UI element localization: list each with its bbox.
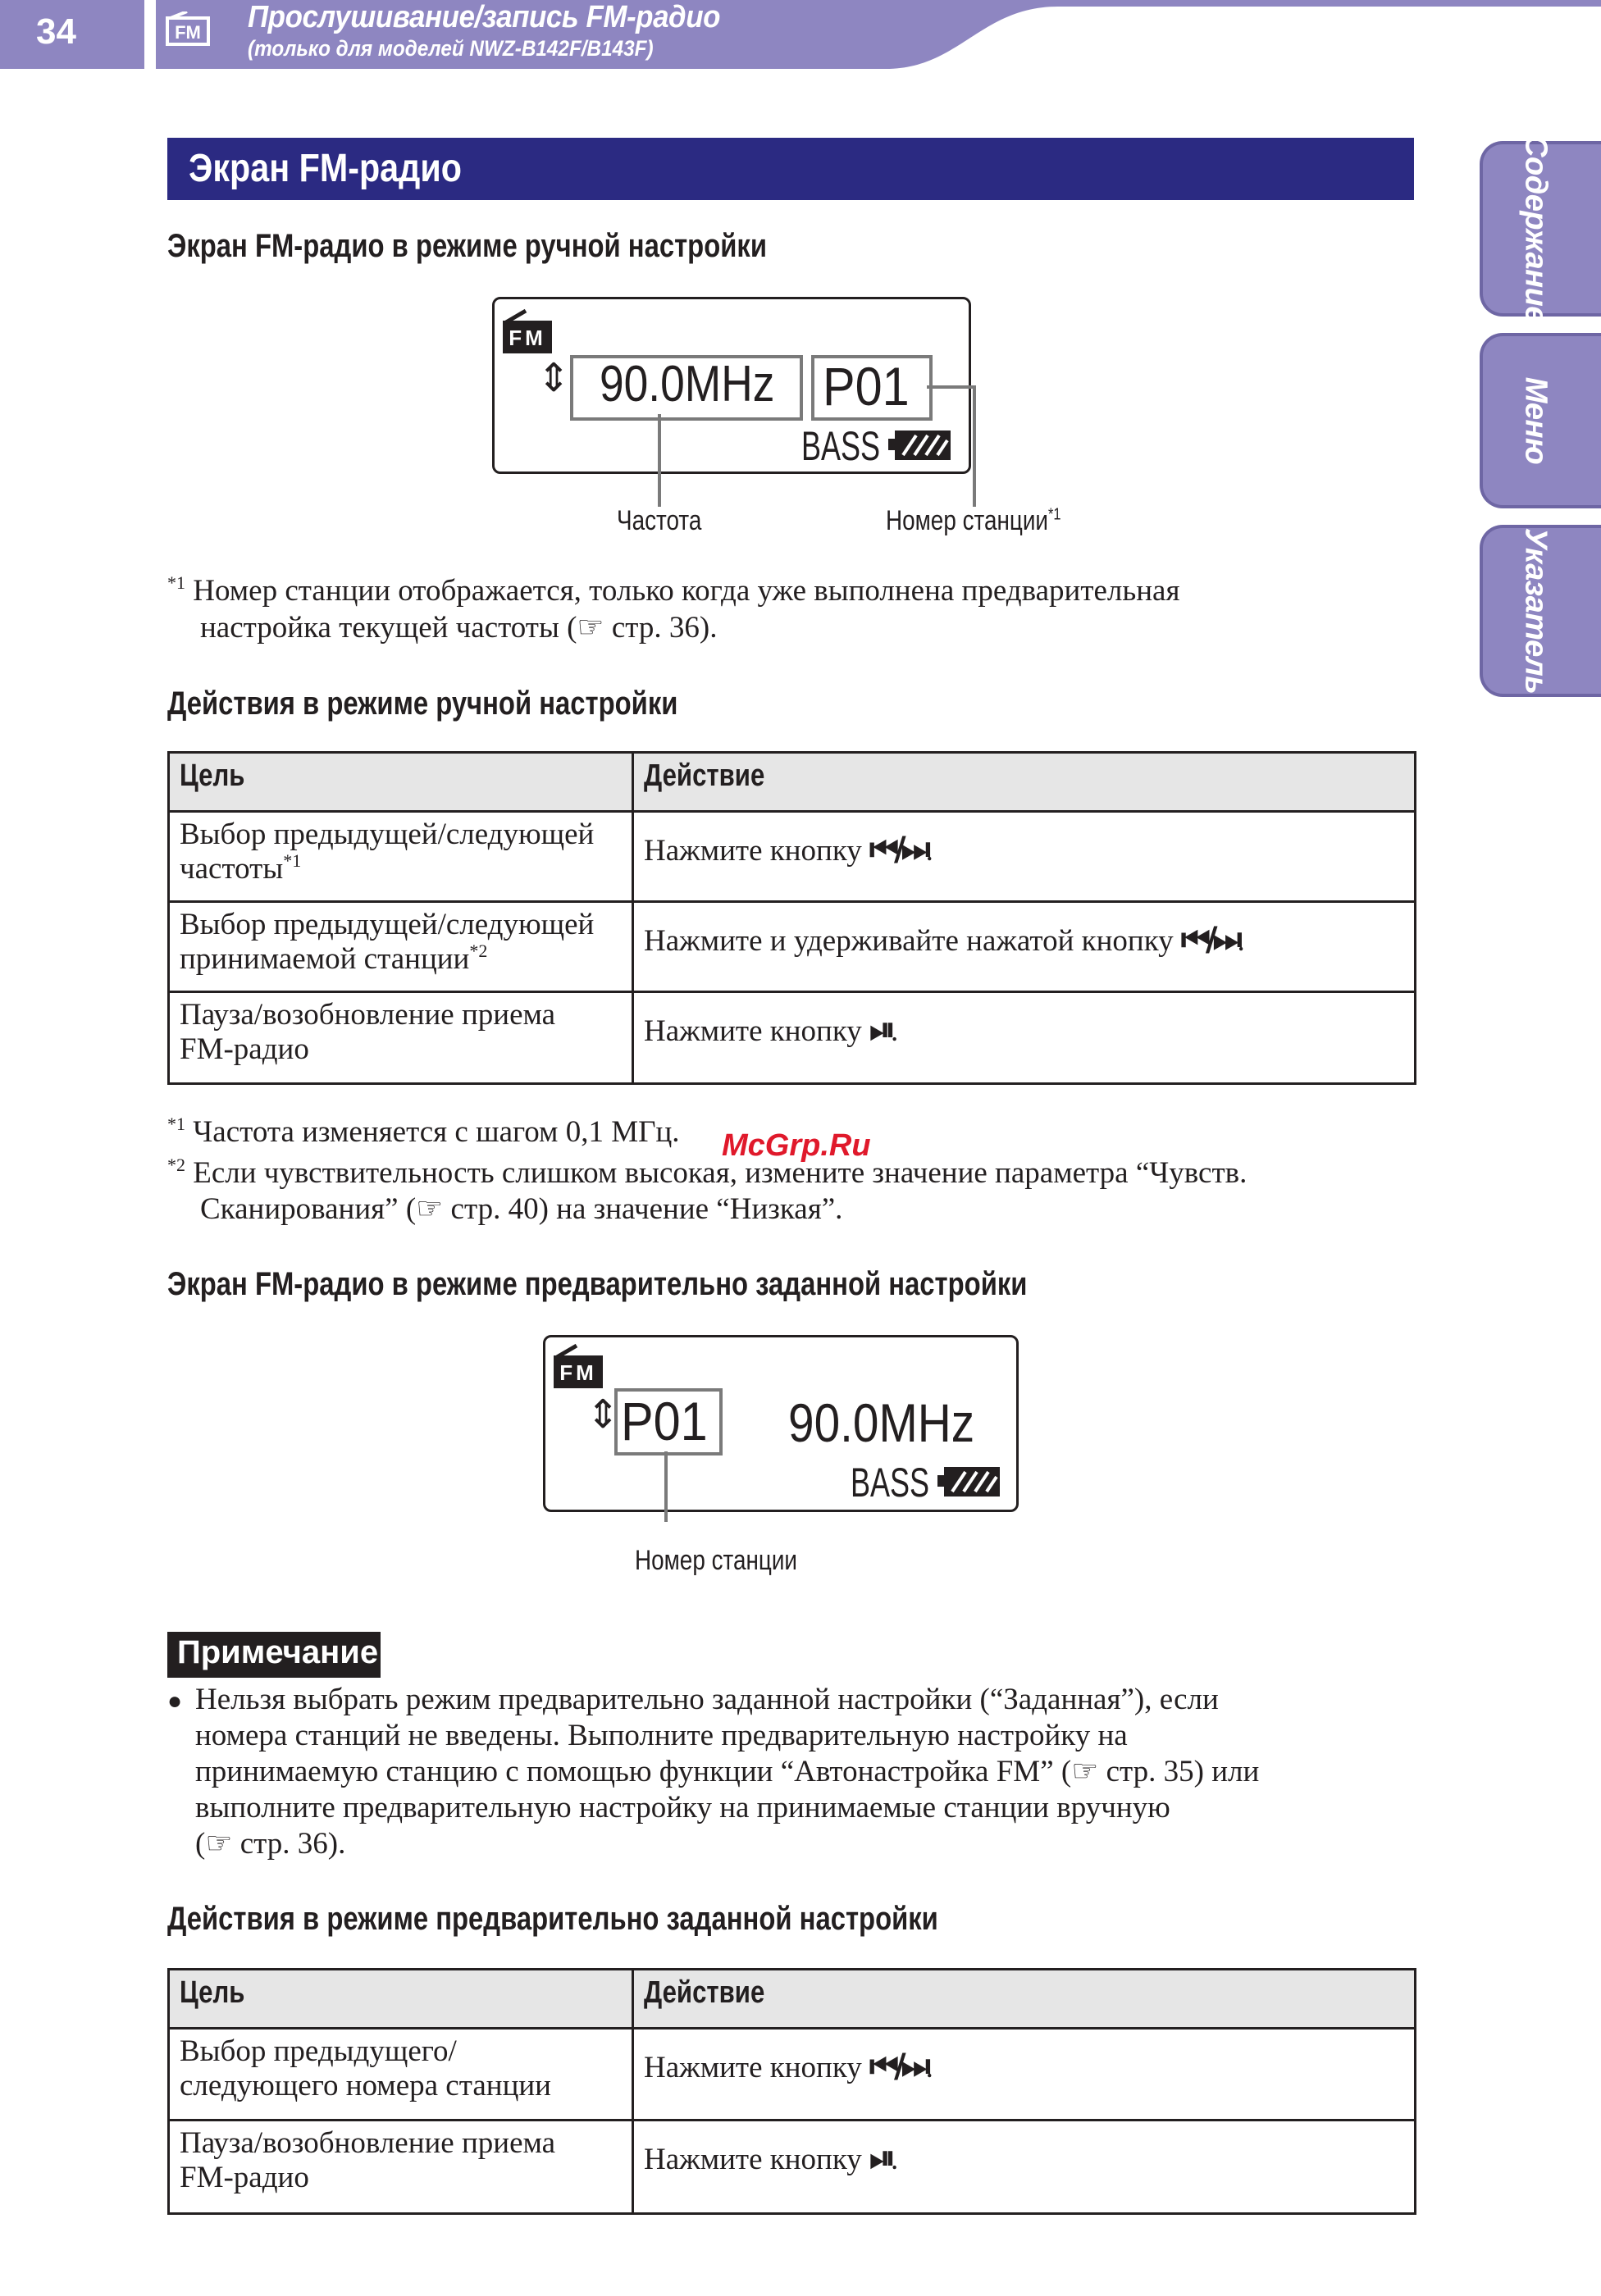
note-line4: выполните предварительную настройку на принимаемые станции вручную bbox=[195, 1791, 1170, 1824]
footnote-mark: *1 bbox=[167, 572, 185, 593]
action-cell bbox=[633, 992, 1416, 1084]
actions-footnote-1 bbox=[167, 1114, 680, 1150]
prev-next-icon: ⏮/⏭ bbox=[869, 2048, 926, 2085]
goal-line2: FM-радио bbox=[180, 2161, 309, 2194]
lcd-preset-number: P01 bbox=[823, 356, 910, 417]
action-end: . bbox=[891, 1014, 899, 1048]
manual-screen-heading: Экран FM-радио в режиме ручной настройки bbox=[167, 228, 767, 264]
goal-mark: *1 bbox=[283, 850, 302, 871]
play-pause-icon: ⏯ bbox=[869, 2139, 892, 2177]
station-callout-text: Номер станции bbox=[886, 505, 1048, 536]
action-cell bbox=[633, 812, 1416, 902]
actions-footnote-2 bbox=[167, 1155, 1247, 1191]
note-badge bbox=[167, 1632, 381, 1678]
station-callout-mark: *1 bbox=[1047, 505, 1061, 524]
lcd-bass-label: BASS bbox=[801, 423, 881, 469]
footnote-text: Частота изменяется с шагом 0,1 МГц. bbox=[193, 1115, 680, 1149]
lcd-bass-label: BASS bbox=[851, 1460, 930, 1506]
goal-line2: следующего номера станции bbox=[180, 2069, 551, 2102]
goal-line1: Пауза/возобновление приема bbox=[180, 2126, 556, 2160]
preset-actions-table bbox=[167, 1968, 1416, 2215]
action-end: . bbox=[891, 2143, 899, 2176]
action-text: Нажмите кнопку bbox=[644, 1014, 862, 1048]
goal-line2: FM-радио bbox=[180, 1032, 309, 1066]
preset-callout-line bbox=[0, 1443, 1601, 1542]
goal-cell bbox=[169, 2121, 633, 2214]
action-text: Нажмите и удерживайте нажатой кнопку bbox=[644, 924, 1174, 958]
prev-next-icon: ⏮/⏭ bbox=[869, 831, 926, 868]
page-number: 34 bbox=[36, 11, 76, 52]
watermark: McGrp.Ru bbox=[722, 1128, 871, 1163]
col-goal-header bbox=[169, 1970, 633, 2029]
note-line3: принимаемую станцию с помощью функции “Автонастройка FM” (☞ стр. 35) или bbox=[195, 1755, 1260, 1788]
col-action-text: Действие bbox=[644, 1975, 765, 2010]
actions-footnote-2-line2: Сканирования” (☞ стр. 40) на значение “Низкая”. bbox=[200, 1192, 843, 1226]
table-row bbox=[169, 812, 1416, 902]
section-title: Экран FM-радио bbox=[189, 147, 462, 190]
header-title: Прослушивание/запись FM-радио bbox=[248, 0, 721, 34]
preset-station-callout: Номер станции bbox=[635, 1545, 797, 1576]
lcd-preset-number: P01 bbox=[621, 1391, 708, 1451]
col-goal-header bbox=[169, 753, 633, 812]
col-action-header bbox=[633, 753, 1416, 812]
goal-cell bbox=[169, 902, 633, 992]
tab-index-label: Указатель bbox=[1518, 527, 1553, 695]
action-text: Нажмите кнопку bbox=[644, 2143, 862, 2176]
preset-actions-heading: Действия в режиме предварительно заданной настройки bbox=[167, 1901, 938, 1937]
lcd-fm-text: FM bbox=[559, 1360, 597, 1385]
col-goal-text: Цель bbox=[180, 758, 245, 793]
goal-mark: *2 bbox=[469, 941, 488, 961]
action-end: . bbox=[925, 2051, 933, 2084]
goal-cell bbox=[169, 812, 633, 902]
goal-line1: Выбор предыдущей/следующей bbox=[180, 908, 595, 941]
frequency-callout: Частота bbox=[617, 505, 702, 536]
action-end: . bbox=[925, 834, 933, 868]
note-bullet: ● bbox=[167, 1688, 183, 1715]
goal-cell bbox=[169, 2029, 633, 2121]
goal-line1: Выбор предыдущей/следующей bbox=[180, 818, 595, 851]
goal-line1: Пауза/возобновление приема bbox=[180, 998, 556, 1032]
footnote-mark: *1 bbox=[167, 1114, 185, 1134]
action-text: Нажмите кнопку bbox=[644, 834, 862, 868]
action-text: Нажмите кнопку bbox=[644, 2051, 862, 2084]
col-action-text: Действие bbox=[644, 758, 765, 793]
station-number-callout bbox=[886, 505, 1060, 537]
manual-callout-lines bbox=[0, 0, 1601, 574]
goal-cell bbox=[169, 992, 633, 1084]
goal-line2: принимаемой станции bbox=[180, 942, 470, 976]
action-cell bbox=[633, 2121, 1416, 2214]
manual-footnote bbox=[167, 572, 1180, 609]
table-row bbox=[169, 2121, 1416, 2214]
col-action-header bbox=[633, 1970, 1416, 2029]
lcd-frequency: 90.0MHz bbox=[788, 1392, 975, 1453]
lcd-up-down-arrows-icon: ⇕ bbox=[586, 1393, 620, 1437]
table-row bbox=[169, 902, 1416, 992]
footnote-line2: настройка текущей частоты (☞ стр. 36). bbox=[200, 611, 718, 645]
play-pause-icon: ⏯ bbox=[869, 1011, 892, 1049]
manual-actions-heading: Действия в режиме ручной настройки bbox=[167, 686, 678, 722]
manual-actions-table bbox=[167, 751, 1416, 1085]
lcd-fm-text: FM bbox=[509, 326, 546, 350]
lcd-frequency: 90.0MHz bbox=[600, 356, 775, 412]
footnote-text: Если чувствительность слишком высокая, измените значение параметра “Чувств. bbox=[193, 1156, 1248, 1190]
col-goal-text: Цель bbox=[180, 1975, 245, 2010]
goal-line2: частоты bbox=[180, 852, 284, 886]
note-line2: номера станций не введены. Выполните предварительную настройку на bbox=[195, 1719, 1128, 1752]
lcd-fm-icon bbox=[552, 1342, 604, 1390]
lcd-up-down-arrows-icon: ⇕ bbox=[537, 357, 571, 400]
table-row bbox=[169, 2029, 1416, 2121]
header-subtitle: (только для моделей NWZ-B142F/B143F) bbox=[248, 36, 654, 61]
note-line1: Нельзя выбрать режим предварительно заданной настройки (“Заданная”), если bbox=[195, 1683, 1219, 1716]
tab-contents-label: Содержание bbox=[1518, 134, 1553, 323]
action-cell bbox=[633, 902, 1416, 992]
prev-next-icon: ⏮/⏭ bbox=[1180, 921, 1238, 959]
note-badge-label: Примечание bbox=[177, 1634, 379, 1670]
action-end: . bbox=[1237, 924, 1245, 958]
tab-menu-label: Меню bbox=[1518, 376, 1553, 465]
preset-screen-heading: Экран FM-радио в режиме предварительно заданной настройки bbox=[167, 1266, 1028, 1302]
footnote-line1: Номер станции отображается, только когда уже выполнена предварительная bbox=[193, 574, 1180, 608]
table-row bbox=[169, 992, 1416, 1084]
goal-line1: Выбор предыдущего/ bbox=[180, 2034, 457, 2068]
action-cell bbox=[633, 2029, 1416, 2121]
note-line5: (☞ стр. 36). bbox=[195, 1827, 346, 1861]
svg-text:FM: FM bbox=[175, 22, 201, 43]
footnote-mark: *2 bbox=[167, 1155, 185, 1175]
